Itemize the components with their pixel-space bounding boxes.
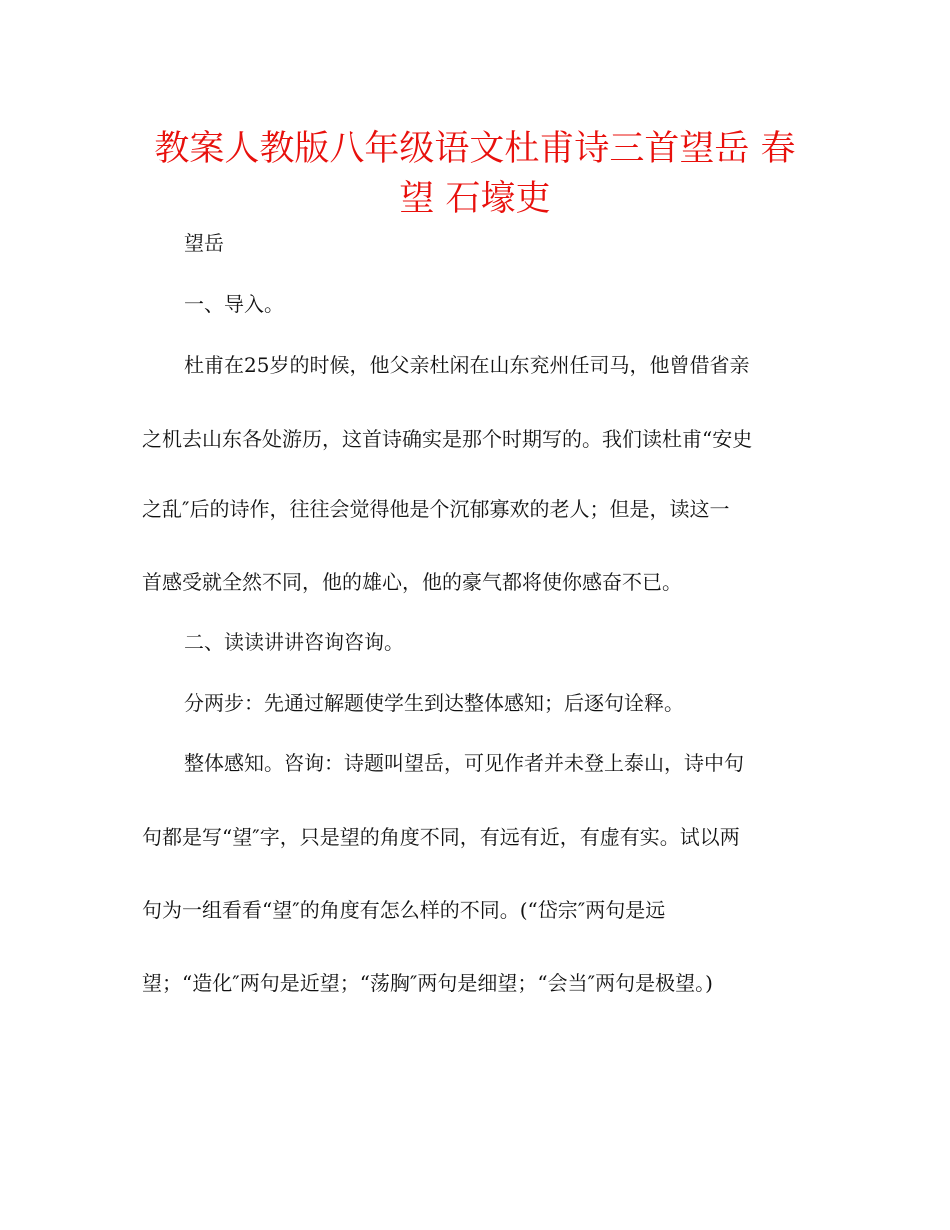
section-heading-intro: 一、导入。 — [184, 292, 284, 316]
paragraph-line: 杜甫在25岁的时候，他父亲杜闲在山东兖州任司马，他曾借省亲 — [184, 353, 750, 377]
paragraph-line: 整体感知。咨询：诗题叫望岳，可见作者并未登上泰山，诗中句 — [184, 751, 744, 775]
paragraph-line: 望；“造化″两句是近望；“荡胸″两句是细望；“会当″两句是极望。) — [142, 971, 713, 995]
paragraph-line: 之机去山东各处游历，这首诗确实是那个时期写的。我们读杜甫“安史 — [142, 427, 753, 451]
paragraph-line: 之乱″后的诗作，往往会觉得他是个沉郁寡欢的老人；但是，读这一 — [142, 497, 730, 521]
paragraph-line: 句为一组看看“望″的角度有怎么样的不同。(“岱宗″两句是远 — [142, 898, 666, 922]
section-heading-wangyue: 望岳 — [184, 231, 224, 255]
section-heading-reading: 二、读读讲讲咨询咨询。 — [184, 630, 404, 654]
paragraph-line: 首感受就全然不同，他的雄心，他的豪气都将使你感奋不已。 — [142, 570, 682, 594]
document-title: 教案人教版八年级语文杜甫诗三首望岳 春望 石壕吏 — [154, 129, 796, 219]
paragraph-line: 分两步：先通过解题使学生到达整体感知；后逐句诠释。 — [184, 691, 684, 715]
paragraph-line: 句都是写“望″字，只是望的角度不同，有远有近，有虚有实。试以两 — [142, 825, 740, 849]
